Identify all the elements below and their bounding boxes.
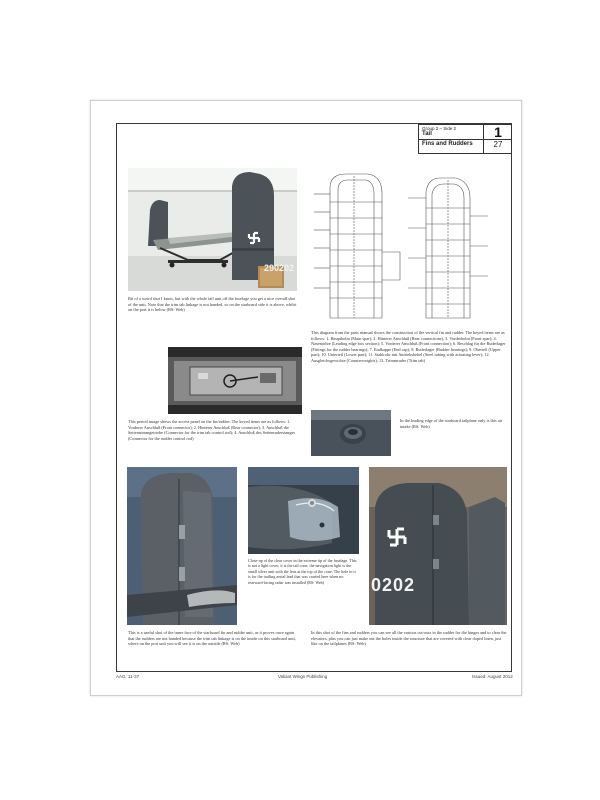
- photo-fins-and-rudders: [369, 467, 507, 625]
- photo-tail-cone: [248, 467, 359, 554]
- caption-air-intake: In the leading edge of the starboard tailplane only is this air intake (RS: Web): [400, 418, 503, 429]
- section-title: Tail: [422, 131, 432, 137]
- group-label: Group 2 – Side 2: [422, 126, 457, 131]
- footer-center: Valiant Wings Publishing: [278, 674, 328, 679]
- caption-fins-and-rudders: In this shot of the fins and rudders you can see all the various cut-outs in the rudder for the hinges and to clear the elevators, plus you can just make out the holes inside the structure that are covered with clear doped linen, just like on the tailplanes (RS: Web): [311, 630, 507, 647]
- photo-fin-inner-face: [127, 467, 237, 625]
- subsection-title: Fins and Rudders: [422, 141, 473, 147]
- caption-tail-unit: Bit of a weird shot I know, but with the whole tail unit off the fuselage you get a nice overall shot of the unit. Note that the trim tab linkage is not handed, so on the starboard side it is above, whilst on the port it is below (RS: Web): [128, 296, 297, 313]
- footer-left: AAG: 11-37: [116, 674, 140, 679]
- section-number: 1: [494, 124, 502, 140]
- rudder-serial-marking: 0202: [371, 575, 416, 595]
- parts-manual-diagram: [308, 168, 508, 328]
- caption-fin-inner-face: This is a useful shot of the inner face of the starboard fin and rudder unit, as it proves once again that the rudders are not handed because the trim tab linkage is on the inside on this starboard unit, where on the port unit you will see it is on the outside (RS: Web): [128, 630, 296, 647]
- tail-serial-marking: 290202: [264, 263, 295, 273]
- caption-access-panel: This period image shows the access panel on the fin/rudder. The keyed items are as follows: 1. Vorderer Anschluß (Front connector); 2. Hinterer Anschluß (Rear connector); 3. Anschluß die Seitentrimmgetriebe (Connector for the trim tab control rod); 4. Anschluß des Seitenruderstanges (Connector for the rudder control rod): [128, 419, 296, 441]
- photo-air-intake: [311, 410, 391, 456]
- caption-diagram: This diagram from the parts manual shows the construction of the vertical fin and rudder. The keyed items are as follows: 1. Hauptholm (Main spar); 2. Hinterer Anschluß (Rear connections); 3. Vorderholm (Front spar); 4. Nasenrohre (Leading edge box section); 5. Vorderer Anschluß (Front connection); 6. Beschlag für die Ruderlager (Fittings for the rudder bearings); 7. Endkappe (End cap); 8. Ruderlager (Rudder bearings); 9. Oberteil (Upper part); 10. Unterteil (Lower part); 11. Stahlrohr mit Antriebshebel (Steel tubing with actuating lever); 12. Ausgleichsgewichte (Counterweights); 13. Trimmruder (Trim tab): [311, 330, 506, 363]
- caption-tail-cone: Close-up of the clear cover in the extreme tip of the fuselage. This is not a light cover, it is the tail cone, the navigation light is the small silver unit with the lens at the top of the cone. The hole in it is for the trailing aerial lead that was carried here when no rearward-facing radar was installed (RS: Web): [248, 558, 357, 585]
- section-header: [418, 124, 512, 154]
- footer-right: Issued: August 2012: [472, 674, 513, 679]
- photo-tail-unit-hangar: [128, 168, 297, 291]
- photo-access-panel: [168, 347, 302, 414]
- page-number: 27: [493, 140, 503, 149]
